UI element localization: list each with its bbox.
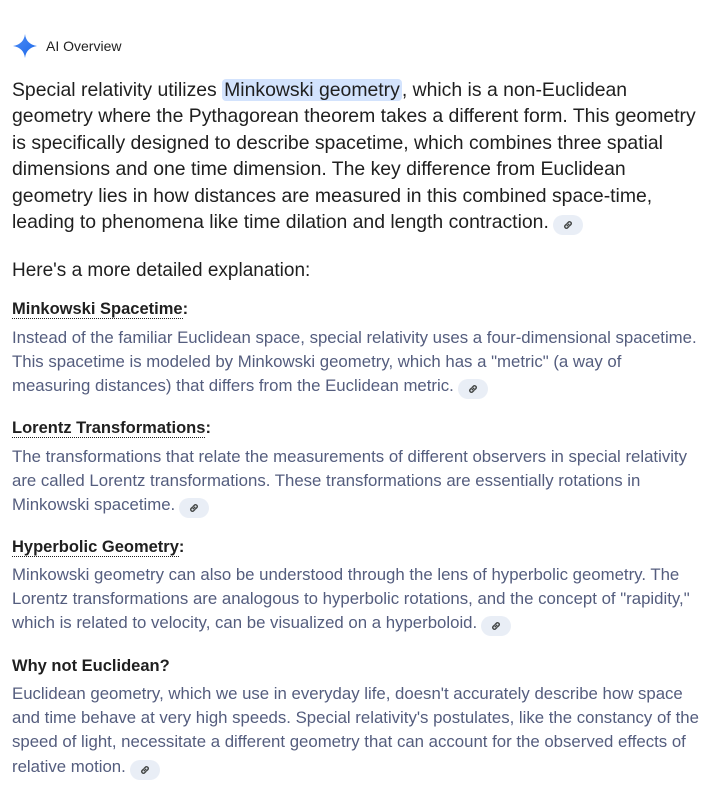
section-title-colon: : <box>205 419 211 437</box>
section-body-text: Minkowski geometry can also be understood through the lens of hyperbolic geometry. The Lorentz transformations are analogous to hyperbolic rotations, and the concept of "rapidity," which is related to velocity, can be visualized on a hyperboloid. <box>12 565 690 633</box>
source-link-button[interactable] <box>458 379 488 399</box>
sparkle-icon <box>12 33 38 59</box>
section-title <box>12 655 170 677</box>
section-title <box>12 536 184 558</box>
section-title-colon: : <box>182 300 189 318</box>
source-link-button[interactable] <box>130 760 160 780</box>
detail-intro: Here's a more detailed explanation: <box>12 260 311 281</box>
section-title-term: Why not Euclidean? <box>12 657 170 675</box>
section-title-colon: : <box>178 538 185 556</box>
section-title-term[interactable]: Hyperbolic Geometry <box>12 538 179 556</box>
section-body <box>12 445 702 518</box>
source-link-button[interactable] <box>481 616 511 636</box>
intro-text-before: Special relativity utilizes <box>12 79 223 101</box>
source-link-button[interactable] <box>179 498 209 518</box>
section-body <box>12 563 702 636</box>
section-body-text: Instead of the familiar Euclidean space, special relativity uses a four-dimensional spacetime. This spacetime is modeled by Minkowski geometry, which has a "metric" (a way of measuring distances) that differs from the Euclidean metric. <box>12 328 697 396</box>
link-icon <box>562 219 574 231</box>
section-body-text: Euclidean geometry, which we use in everyday life, doesn't accurately describe how space and time behave at very high speeds. Special relativity's postulates, like the constancy of the speed of light, necessitate a different geometry that can account for the observed effects of relative motion. <box>12 684 699 776</box>
highlighted-term[interactable]: Minkowski geometry <box>224 79 400 101</box>
link-icon <box>467 383 479 395</box>
source-link-button[interactable] <box>553 215 583 235</box>
intro-paragraph <box>12 77 704 235</box>
section-body-text: The transformations that relate the measurements of different observers in special relativity are called Lorentz transformations. These transformations are essentially rotations in Minkowski spacetime. <box>12 447 687 515</box>
ai-overview-header <box>12 32 121 60</box>
section-body <box>12 326 702 399</box>
section-title-term[interactable]: Minkowski Spacetime <box>12 300 183 318</box>
link-icon <box>490 620 502 632</box>
section-title-term[interactable]: Lorentz Transformations <box>12 419 206 437</box>
link-icon <box>139 764 151 776</box>
link-icon <box>188 502 200 514</box>
ai-overview-title: AI Overview <box>46 38 122 54</box>
intro-text-after: , which is a non-Euclidean geometry where the Pythagorean theorem takes a different form. This geometry is specifically designed to describe spacetime, which combines three spatial dimensions and one time dimension. The key difference from Euclidean geometry lies in how distances are measured in this combined space-time, leading to phenomena like time dilation and length contraction. <box>12 79 696 234</box>
section-title <box>12 417 211 439</box>
section-title <box>12 298 188 320</box>
section-body <box>12 682 702 780</box>
